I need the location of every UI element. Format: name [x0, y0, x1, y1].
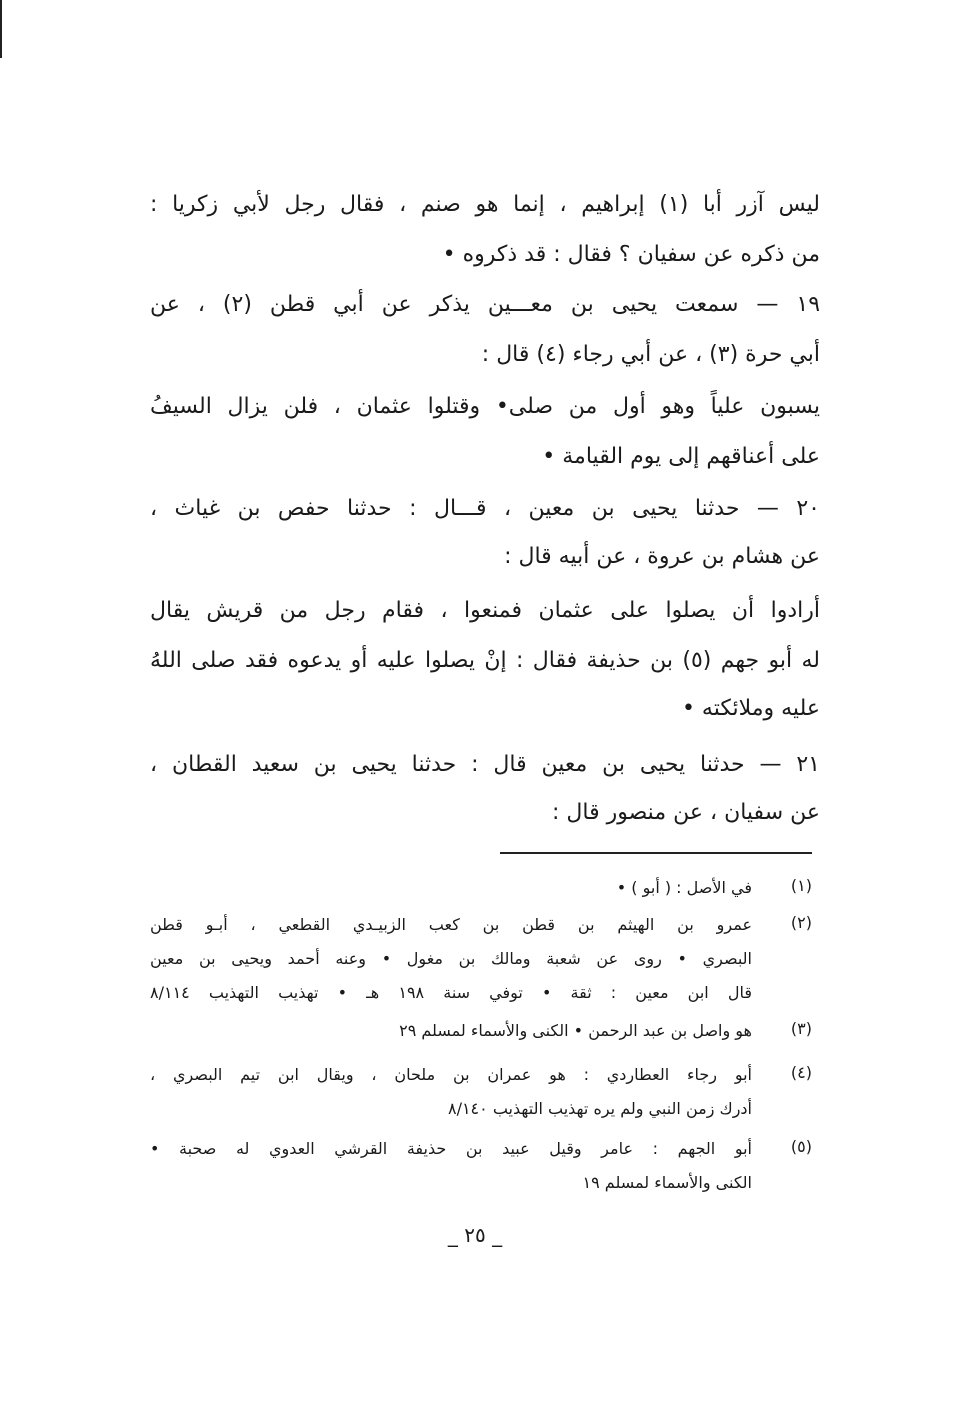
page-edge-mark — [0, 0, 2, 58]
item-19-heading: ١٩ — سمعت يحيى بن معـــين يذكر عن أبي قطن (٢) ، عن — [150, 292, 821, 317]
book-page — [150, 0, 820, 1411]
text-line: من ذكره عن سفيان ؟ فقال : قد ذكروه • — [442, 242, 820, 267]
footnote-line: قال ابن معين : ثقة • توفي سنة ١٩٨ هـ • تهذيب التهذيب ٨/١١٤ — [150, 983, 753, 1002]
footnote-line: في الأصل : ( أبو ) • — [616, 878, 752, 897]
footnote-number: (٤) — [790, 1063, 812, 1082]
footnote-number: (٢) — [790, 913, 812, 932]
footnote-line: أبو رجاء العطاردي : هو عمران بن ملحان ، ويقال ابن تيم البصري ، — [150, 1065, 752, 1084]
text-line: ليس آزر أبا (١) إبراهيم ، إنما هو صنم ، فقال رجل لأبي زكريا : — [150, 192, 820, 217]
footnote-number: (٣) — [790, 1019, 812, 1038]
footnote-line: أبو الجهم : عامر وقيل عبيد بن حذيفة القرشي العدوي له صحبة • — [150, 1139, 752, 1158]
text-line: له أبو جهم (٥) بن حذيفة فقال : إنْ يصلوا عليه أو يدعوه فقد صلى اللهُ — [150, 648, 820, 673]
item-21-heading: ٢١ — حدثنا يحيى بن معين قال : حدثنا يحيى بن سعيد القطان ، — [150, 752, 820, 777]
text-line: أرادوا أن يصلوا على عثمان فمنعوا ، فقام رجل من قريش يقال — [150, 598, 820, 623]
footnote-line: أدرك زمن النبي ولم يره تهذيب التهذيب ٨/١٤٠ — [447, 1099, 752, 1118]
footnote-number: (١) — [790, 876, 812, 895]
text-line: يسبون علياً وهو أول من صلى• وقتلوا عثمان ، فلن يزال السيفُ — [150, 394, 820, 419]
text-line: عليه وملائكته • — [681, 696, 820, 721]
footnote-line: هو واصل بن عبد الرحمن • الكنى والأسماء لمسلم ٢٩ — [399, 1021, 752, 1040]
footnote-number: (٥) — [790, 1137, 812, 1156]
footnote-line: عمرو بن الهيثم بن قطن بن كعب الزبيـدي القطعي ، أبـو قطن — [150, 915, 752, 934]
text-line: عن هشام بن عروة ، عن أبيه قال : — [504, 544, 820, 569]
footnote-line: البصري • روى عن شعبة ومالك بن مغول • وعنه أحمد ويحيى بن معين — [150, 949, 752, 968]
page-number: _ ٢٥ _ — [447, 1223, 503, 1247]
footnote-line: الكنى والأسماء لمسلم ١٩ — [582, 1173, 752, 1192]
text-line: عن سفيان ، عن منصور قال : — [552, 800, 820, 825]
text-line: على أعناقهم إلى يوم القيامة • — [542, 444, 820, 469]
text-line: أبي حرة (٣) ، عن أبي رجاء (٤) قال : — [481, 342, 820, 367]
item-20-heading: ٢٠ — حدثنا يحيى بن معين ، قـــال : حدثنا حفص بن غياث ، — [150, 496, 820, 521]
footnote-divider — [500, 852, 812, 854]
